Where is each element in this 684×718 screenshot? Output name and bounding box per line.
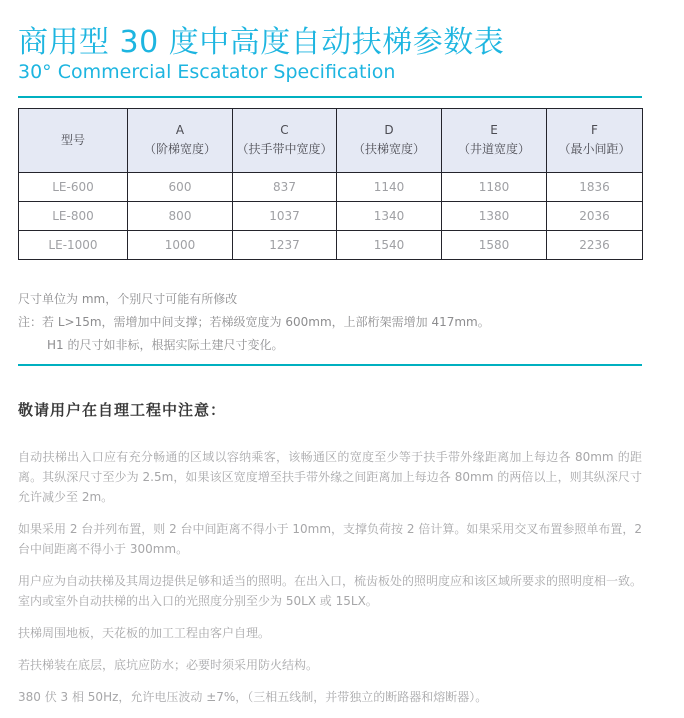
cell-value: 1540 xyxy=(337,230,442,259)
note-text: 若 L>15m，需增加中间支撑；若梯级宽度为 600mm，上部桁架需增加 417mm。 xyxy=(42,314,490,329)
spec-table xyxy=(18,108,643,260)
col-header-code: F xyxy=(591,123,598,138)
cell-model: LE-800 xyxy=(19,201,128,230)
header-row xyxy=(19,108,643,172)
notice-paragraph: 如果采用 2 台并列布置，则 2 台中间距离不得小于 10mm，支撑负荷按 2 倍计算。如果采用交叉布置参照单布置，2 台中间距离不得小于 300mm。 xyxy=(18,521,642,556)
unit-note: 尺寸单位为 mm，个别尺寸可能有所修改 xyxy=(18,291,238,306)
cell-value: 1140 xyxy=(337,172,442,201)
cell-value: 1237 xyxy=(233,230,337,259)
notice-paragraph: 扶梯周围地板，天花板的加工工程由客户自理。 xyxy=(18,625,271,640)
col-header-model xyxy=(19,108,128,172)
col-header-code: E xyxy=(490,123,498,138)
cell-value: 1836 xyxy=(547,172,643,201)
cell-value: 1000 xyxy=(128,230,233,259)
table-row xyxy=(19,230,643,259)
cell-value: 837 xyxy=(233,172,337,201)
cell-value: 2236 xyxy=(547,230,643,259)
cell-model: LE-1000 xyxy=(19,230,128,259)
col-header-c xyxy=(233,108,337,172)
note-label: 注： xyxy=(18,314,43,329)
table-row xyxy=(19,172,643,201)
table-notes xyxy=(18,288,642,357)
col-header-a xyxy=(128,108,233,172)
page-subtitle: 30° Commercial Escatator Specification xyxy=(18,61,396,83)
col-header-desc: （扶手带中宽度） xyxy=(236,142,333,157)
col-header-code: D xyxy=(384,123,394,138)
cell-model: LE-600 xyxy=(19,172,128,201)
cell-value: 1037 xyxy=(233,201,337,230)
notice-paragraph: 380 伏 3 相 50Hz，允许电压波动 ±7%，（三相五线制，并带独立的断路器和熔断器）。 xyxy=(18,689,488,704)
col-header-d xyxy=(337,108,442,172)
col-header-code: C xyxy=(280,123,289,138)
top-divider xyxy=(18,96,642,98)
table-row xyxy=(19,201,643,230)
user-notice-heading: 敬请用户在自理工程中注意： xyxy=(18,400,227,419)
cell-value: 600 xyxy=(128,172,233,201)
cell-value: 1340 xyxy=(337,201,442,230)
cell-value: 1180 xyxy=(442,172,547,201)
col-header-desc: （最小间距） xyxy=(558,142,631,157)
cell-value: 1380 xyxy=(442,201,547,230)
cell-value: 800 xyxy=(128,201,233,230)
col-header-desc: （阶梯宽度） xyxy=(143,142,216,157)
col-header-desc: （扶梯宽度） xyxy=(352,142,425,157)
col-header-f xyxy=(547,108,643,172)
page-title: 商用型 30 度中高度自动扶梯参数表 xyxy=(18,25,505,60)
spec-table-body xyxy=(19,172,643,259)
notice-paragraph: 若扶梯装在底层，底坑应防水；必要时须采用防火结构。 xyxy=(18,657,319,672)
col-header-e xyxy=(442,108,547,172)
spec-table-header xyxy=(19,108,643,172)
notice-paragraph: 自动扶梯出入口应有充分畅通的区域以容纳乘客，该畅通区的宽度至少等于扶手带外缘距离加上每边各 80mm 的距离。其纵深尺寸至少为 2.5m，如果该区宽度增至扶手带外缘之间距离加上每边各 80mm 的两倍以上，则其纵深尺寸允许减少至 2m。 xyxy=(18,449,642,504)
user-notice-paragraphs xyxy=(18,447,642,707)
col-header-label: 型号 xyxy=(60,132,85,147)
col-header-desc: （井道宽度） xyxy=(457,142,530,157)
cell-value: 2036 xyxy=(547,201,643,230)
notice-paragraph: 用户应为自动扶梯及其周边提供足够和适当的照明。在出入口，梳齿板处的照明度应和该区域所要求的照明度相一致。室内或室外自动扶梯的出入口的光照度分别至少为 50LX 或 15LX。 xyxy=(18,573,643,608)
note-line-2: H1 的尺寸如非标，根据实际土建尺寸变化。 xyxy=(47,337,284,352)
cell-value: 1580 xyxy=(442,230,547,259)
middle-divider xyxy=(18,364,642,366)
note-line-1 xyxy=(18,311,642,334)
col-header-code: A xyxy=(175,123,185,138)
